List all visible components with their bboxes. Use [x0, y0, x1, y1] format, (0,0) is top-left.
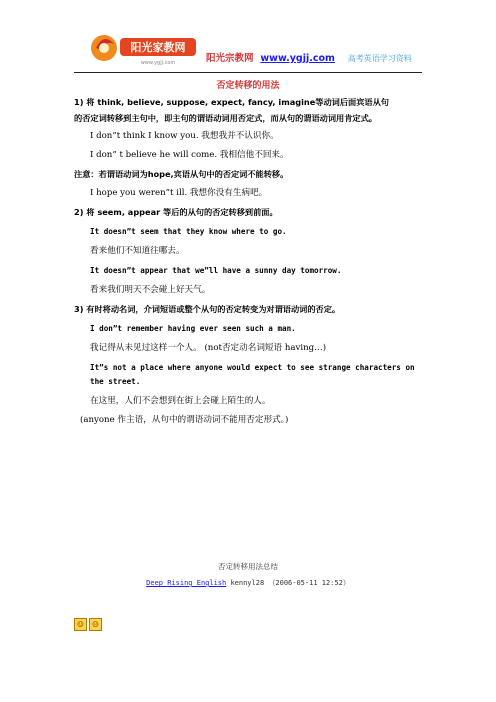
rule-heading: 3) 有时将动名词，介词短语或整个从句的否定转变为对谓语动词的否定。: [74, 304, 341, 314]
example-sentence: I don” t believe he will come. 我相信他不回来。: [90, 150, 289, 160]
source-link[interactable]: Deep Rising English: [146, 579, 227, 587]
site-description: 高考英语学习资料: [347, 54, 412, 63]
page-title: 否定转移的用法: [216, 81, 280, 91]
example-sentence: I don”t think I know you. 我想我并不认识你。: [90, 131, 279, 141]
translation: 在这里，人们不会想到在街上会碰上陌生的人。: [90, 396, 271, 406]
example-sentence: I don”t remember having ever seen such a man.: [90, 324, 296, 333]
smile-icon[interactable]: ☺: [74, 618, 87, 631]
footer-title: 否定转移用法总结: [218, 562, 278, 571]
translation: 看来他们不知道往哪去。: [90, 246, 185, 256]
document-body: [74, 96, 426, 427]
note: 注意：若谓语动词为hope,宾语从句中的否定词不能转移。: [74, 169, 289, 179]
note: (anyone 作主语，从句中的谓语动词不能用否定形式。): [80, 415, 289, 425]
translation: 我记得从未见过这样一个人。 (not否定动名词短语 having…): [90, 343, 327, 353]
header-text: [206, 50, 412, 64]
site-name: 阳光宗教网: [206, 53, 254, 64]
logo-text: 阳光家教网: [130, 41, 186, 54]
header: [0, 0, 496, 72]
example-sentence: It doesn”t appear that we”ll have a sunny day tomorrow.: [90, 266, 342, 275]
frown-icon[interactable]: ☹: [89, 618, 102, 631]
site-url-link[interactable]: www.ygjj.com: [260, 53, 335, 64]
rule-heading: 2) 将 seem, appear 等后的从句的否定转移到前面。: [74, 207, 278, 217]
paragraph: 的否定词转移到主句中，即主句的谓语动词用否定式，而从句的谓语动词用肯定式。: [74, 113, 377, 123]
translation: 看来我们明天不会碰上好天气。: [90, 285, 211, 295]
header-divider: [74, 72, 422, 73]
example-sentence: It”s not a place where anyone would expect to see strange characters on the street.: [90, 363, 415, 386]
timestamp: （2006-05-11 12:52）: [268, 579, 350, 587]
example-sentence: It doesn”t seem that they know where to go.: [90, 227, 287, 236]
emoji-row: [74, 618, 102, 631]
example-sentence: I hope you weren”t ill. 我想你没有生病吧。: [90, 188, 268, 198]
paragraph: 1) 将 think, believe, suppose, expect, fancy, imagine等动词后面宾语从句: [74, 97, 389, 107]
logo-url: www.ygjj.com: [140, 60, 176, 66]
author: kennyl28: [230, 579, 265, 587]
footer-meta: [0, 578, 496, 588]
logo: [88, 28, 198, 68]
